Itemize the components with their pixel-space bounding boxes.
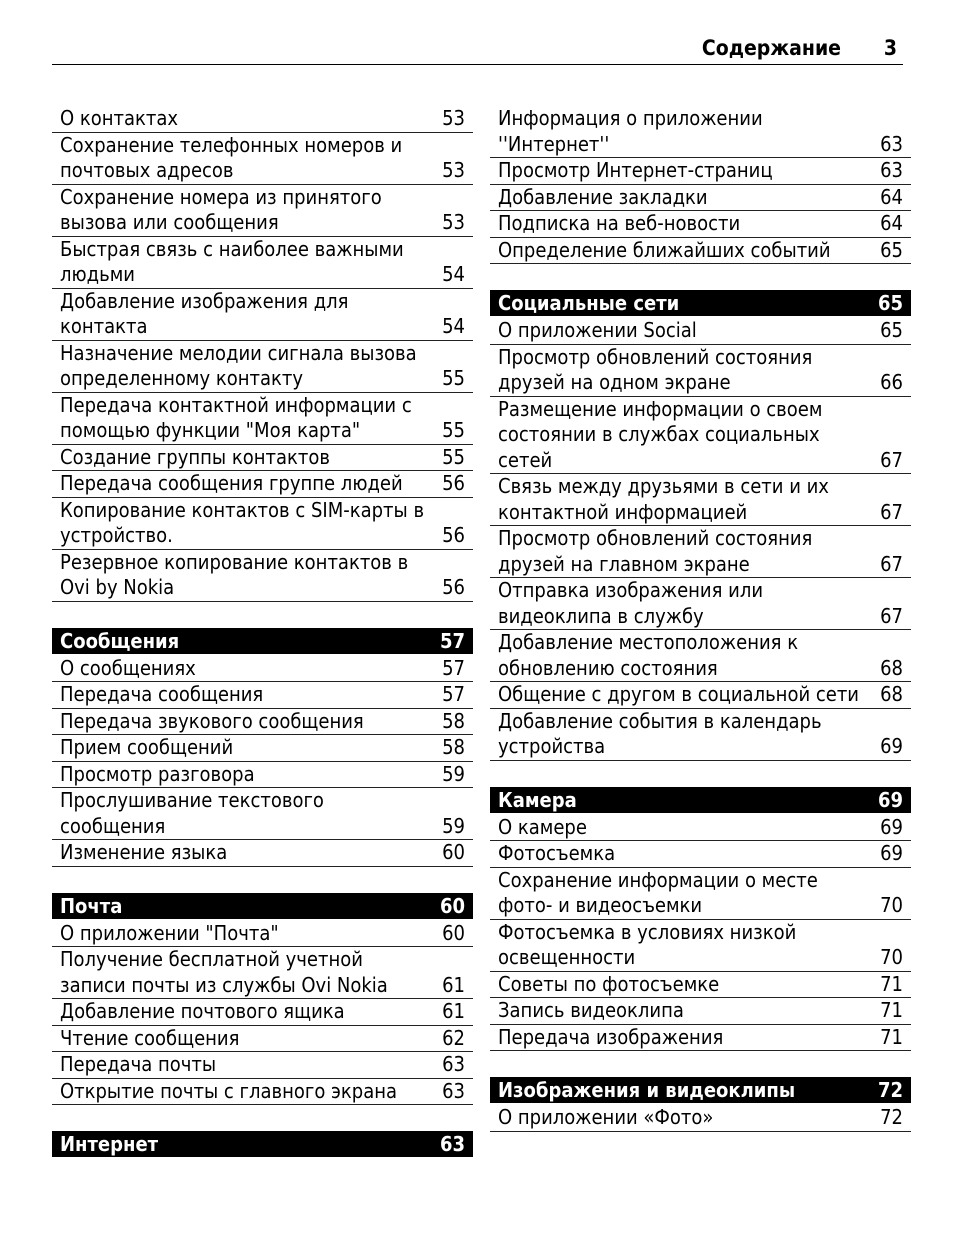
- toc-entry-title: Передача почты: [60, 1052, 217, 1076]
- toc-entry[interactable]: [52, 762, 473, 789]
- section-heading-title: Камера: [498, 787, 577, 812]
- toc-entry-page: 58: [442, 735, 465, 759]
- toc-entry-page: 62: [442, 1025, 465, 1050]
- toc-entry-page: 55: [442, 366, 465, 390]
- toc-entry[interactable]: [490, 630, 911, 682]
- toc-entry[interactable]: [490, 998, 911, 1025]
- toc-section: [52, 106, 473, 602]
- toc-entry-page: 68: [880, 655, 903, 680]
- toc-section: [52, 1131, 473, 1157]
- toc-entry-page: 61: [442, 999, 465, 1023]
- toc-entry[interactable]: [52, 999, 473, 1026]
- toc-entry-page: 69: [880, 734, 903, 758]
- toc-entry[interactable]: [490, 972, 911, 999]
- toc-entry[interactable]: [490, 185, 911, 212]
- toc-entry-title: О приложении «Фото»: [498, 1105, 714, 1129]
- toc-entry-page: 68: [880, 682, 903, 706]
- toc-entry-title: Просмотр обновлений состояния друзей на главном экране: [498, 526, 813, 576]
- toc-entry-page: 56: [442, 575, 465, 599]
- toc-entry-page: 53: [442, 210, 465, 234]
- toc-entry-page: 59: [442, 761, 465, 786]
- section-heading-page: 69: [877, 787, 903, 812]
- toc-entry[interactable]: [52, 393, 473, 445]
- toc-entry[interactable]: [52, 185, 473, 237]
- toc-entry-page: 67: [880, 603, 903, 628]
- toc-entry-page: 55: [442, 444, 465, 469]
- toc-entry[interactable]: [490, 526, 911, 578]
- section-heading[interactable]: [52, 1131, 473, 1157]
- toc-entry-title: Изменение языка: [60, 840, 228, 864]
- page-number: 3: [883, 36, 897, 60]
- toc-entry-page: 70: [880, 945, 903, 969]
- section-heading[interactable]: [52, 893, 473, 919]
- toc-entry-title: Сохранение номера из принятого вызова или сообщения: [60, 184, 382, 234]
- toc-entry-page: 65: [880, 237, 903, 262]
- toc-entry[interactable]: [52, 498, 473, 550]
- toc-entry-title: Советы по фотосъемке: [498, 971, 720, 996]
- toc-entry-title: Передача сообщения группе людей: [60, 471, 403, 495]
- toc-entry-title: Определение ближайших событий: [498, 237, 831, 262]
- section-heading-page: 65: [877, 291, 903, 315]
- page-title: Содержание: [701, 36, 841, 60]
- section-heading[interactable]: [52, 628, 473, 654]
- toc-entry[interactable]: [490, 158, 911, 185]
- toc-entry-title: Открытие почты с главного экрана: [60, 1078, 398, 1103]
- toc-entry[interactable]: [490, 474, 911, 526]
- toc-entry[interactable]: [52, 341, 473, 393]
- toc-entry-title: Просмотр Интернет-страниц: [498, 158, 773, 182]
- section-heading-title: Почта: [60, 893, 123, 918]
- toc-entry-title: Добавление местоположения к обновлению состояния: [498, 630, 799, 680]
- toc-entry-title: Получение бесплатной учетной записи почты из службы Ovi Nokia: [60, 947, 388, 997]
- toc-entry-page: 67: [880, 499, 903, 524]
- toc-entry-page: 57: [442, 655, 465, 680]
- toc-entry-page: 65: [880, 318, 903, 342]
- toc-entry[interactable]: [52, 1026, 473, 1053]
- toc-entry[interactable]: [52, 735, 473, 762]
- toc-entry[interactable]: [490, 868, 911, 920]
- toc-entry-page: 53: [442, 158, 465, 182]
- toc-entry[interactable]: [490, 815, 911, 842]
- toc-entry-title: О приложении Social: [498, 318, 697, 342]
- toc-entry[interactable]: [490, 578, 911, 630]
- toc-entry-title: О контактах: [60, 106, 179, 130]
- section-heading[interactable]: [490, 1077, 911, 1103]
- toc-section: [490, 290, 911, 761]
- toc-entry-page: 69: [880, 814, 903, 839]
- section-heading-page: 72: [877, 1078, 903, 1102]
- toc-left-column: [52, 106, 473, 1159]
- toc-entry-title: Передача сообщения: [60, 682, 264, 706]
- toc-entry[interactable]: [52, 237, 473, 289]
- toc-entry-title: Добавление изображения для контакта: [60, 288, 349, 338]
- toc-section: [52, 893, 473, 1106]
- toc-entry-title: Отправка изображения или видеоклипа в службу: [498, 578, 764, 628]
- toc-entry-title: Фотосъемка: [498, 841, 616, 865]
- toc-entry-title: О сообщениях: [60, 655, 196, 680]
- toc-section: [490, 1077, 911, 1132]
- toc-entry-title: Подписка на веб-новости: [498, 211, 741, 235]
- toc-entry-title: Связь между друзьями в сети и их контактной информацией: [498, 474, 829, 524]
- section-heading-page: 57: [439, 628, 465, 653]
- toc-entry[interactable]: [52, 921, 473, 948]
- toc-entry-page: 67: [880, 551, 903, 576]
- toc-entry-title: Передача изображения: [498, 1024, 724, 1049]
- toc-entry-page: 71: [880, 971, 903, 996]
- toc-entry-page: 69: [880, 841, 903, 865]
- toc-entry-page: 70: [880, 893, 903, 917]
- toc-entry[interactable]: [52, 445, 473, 472]
- toc-entry[interactable]: [52, 550, 473, 602]
- toc-entry[interactable]: [490, 1105, 911, 1132]
- toc-entry[interactable]: [52, 709, 473, 736]
- toc-entry-page: 60: [442, 840, 465, 864]
- toc-entry-title: О приложении "Почта": [60, 920, 279, 945]
- toc-entry-title: О камере: [498, 814, 587, 839]
- toc-entry[interactable]: [52, 1052, 473, 1079]
- toc-entry-title: Информация о приложении ''Интернет'': [498, 106, 763, 156]
- toc-entry[interactable]: [490, 1025, 911, 1052]
- toc-entry[interactable]: [490, 397, 911, 475]
- toc-entry-page: 63: [880, 131, 903, 156]
- toc-right-column: [490, 106, 911, 1132]
- toc-section: [490, 787, 911, 1052]
- section-heading-title: Интернет: [60, 1132, 159, 1156]
- toc-entry-title: Добавление события в календарь устройства: [498, 708, 822, 758]
- toc-entry-page: 63: [442, 1052, 465, 1076]
- toc-entry-title: Просмотр обновлений состояния друзей на одном экране: [498, 344, 813, 394]
- toc-entry[interactable]: [490, 238, 911, 265]
- section-heading[interactable]: [490, 290, 911, 316]
- toc-entry-title: Сохранение телефонных номеров и почтовых адресов: [60, 132, 403, 182]
- toc-entry-page: 66: [880, 370, 903, 394]
- toc-entry-page: 59: [442, 813, 465, 838]
- toc-entry[interactable]: [490, 920, 911, 972]
- toc-entry[interactable]: [490, 318, 911, 345]
- section-heading-title: Сообщения: [60, 628, 180, 653]
- toc-entry-page: 67: [880, 447, 903, 472]
- toc-entry-title: Прослушивание текстового сообщения: [60, 788, 324, 838]
- section-heading[interactable]: [490, 787, 911, 813]
- section-heading-page: 60: [439, 893, 465, 918]
- toc-entry-page: 71: [880, 1024, 903, 1049]
- toc-entry-title: Назначение мелодии сигнала вызова определенному контакту: [60, 340, 417, 390]
- toc-entry[interactable]: [490, 106, 911, 158]
- toc-entry-page: 54: [442, 262, 465, 286]
- toc-entry[interactable]: [52, 471, 473, 498]
- page-header: [52, 32, 903, 65]
- toc-section: [52, 628, 473, 867]
- toc-entry[interactable]: [52, 656, 473, 683]
- section-heading-title: Изображения и видеоклипы: [498, 1078, 796, 1102]
- toc-entry-page: 71: [880, 998, 903, 1022]
- toc-entry-title: Передача контактной информации с помощью функции "Моя карта": [60, 392, 412, 442]
- toc-entry-title: Просмотр разговора: [60, 761, 255, 786]
- toc-entry-title: Сохранение информации о месте фото- и видеосъемки: [498, 867, 818, 917]
- toc-entry-page: 64: [880, 184, 903, 209]
- toc-entry-title: Создание группы контактов: [60, 444, 330, 469]
- toc-entry-page: 63: [880, 158, 903, 182]
- toc-entry-title: Фотосъемка в условиях низкой освещенности: [498, 919, 797, 969]
- toc-entry-page: 54: [442, 314, 465, 338]
- section-heading-page: 63: [439, 1132, 465, 1156]
- toc-section: [490, 106, 911, 264]
- toc-entry[interactable]: [52, 788, 473, 840]
- toc-entry[interactable]: [490, 682, 911, 709]
- toc-entry-title: Копирование контактов с SIM-карты в устройство.: [60, 497, 425, 547]
- toc-entry-title: Добавление почтового ящика: [60, 999, 345, 1023]
- toc-entry[interactable]: [490, 345, 911, 397]
- toc-entry[interactable]: [52, 133, 473, 185]
- toc-entry-page: 53: [442, 106, 465, 130]
- toc-entry-page: 61: [442, 972, 465, 997]
- toc-entry-page: 64: [880, 211, 903, 235]
- section-heading-title: Социальные сети: [498, 291, 680, 315]
- toc-entry-page: 60: [442, 920, 465, 945]
- toc-entry[interactable]: [52, 682, 473, 709]
- toc-entry[interactable]: [490, 709, 911, 761]
- toc-entry-page: 56: [442, 523, 465, 547]
- toc-entry-page: 57: [442, 682, 465, 706]
- toc-entry-page: 72: [880, 1105, 903, 1129]
- toc-entry[interactable]: [52, 947, 473, 999]
- toc-entry-page: 58: [442, 708, 465, 733]
- toc-entry-title: Передача звукового сообщения: [60, 708, 364, 733]
- toc-entry[interactable]: [52, 1079, 473, 1106]
- toc-entry-title: Быстрая связь с наиболее важными людьми: [60, 236, 404, 286]
- toc-entry-page: 63: [442, 1078, 465, 1103]
- toc-entry[interactable]: [52, 289, 473, 341]
- toc-entry-page: 56: [442, 471, 465, 495]
- toc-entry-title: Общение с другом в социальной сети: [498, 682, 859, 706]
- toc-entry[interactable]: [52, 840, 473, 867]
- toc-entry[interactable]: [490, 211, 911, 238]
- toc-entry-title: Размещение информации о своем состоянии в службах социальных сетей: [498, 396, 823, 472]
- toc-entry-title: Добавление закладки: [498, 184, 708, 209]
- toc-entry-title: Запись видеоклипа: [498, 998, 684, 1022]
- toc-entry-title: Чтение сообщения: [60, 1025, 240, 1050]
- toc-entry-title: Резервное копирование контактов в Ovi by Nokia: [60, 549, 409, 599]
- toc-entry[interactable]: [52, 106, 473, 133]
- toc-entry-page: 55: [442, 418, 465, 442]
- toc-entry[interactable]: [490, 841, 911, 868]
- toc-entry-title: Прием сообщений: [60, 735, 234, 759]
